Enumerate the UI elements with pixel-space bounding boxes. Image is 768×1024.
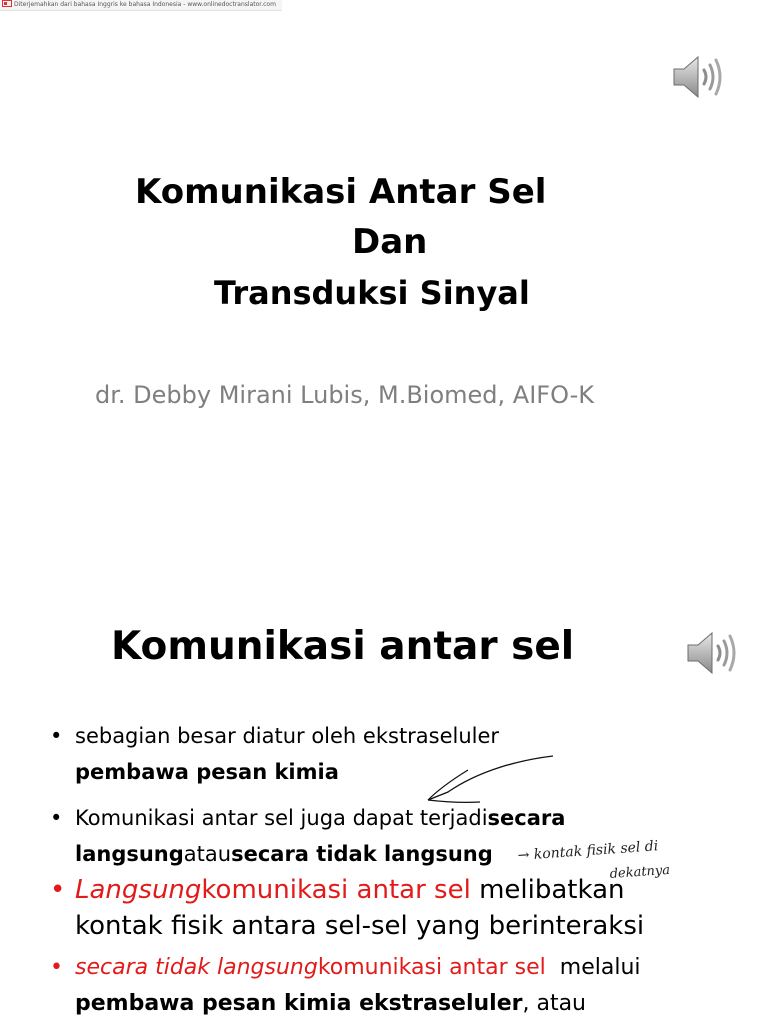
translator-banner[interactable] xyxy=(0,0,282,11)
translator-logo-icon xyxy=(2,0,12,7)
bullet-text-red-italic: secara tidak langsung xyxy=(75,955,318,980)
bullet-text: atau xyxy=(183,842,232,866)
bullet-text-bold: langsung xyxy=(75,842,184,866)
banner-text: Diterjemahkan dari bahasa Inggris ke bahasa Indonesia - www.onlinedoctranslator.com xyxy=(14,1,276,8)
slide1-title-line1: Komunikasi Antar Sel xyxy=(135,172,547,212)
bullet-text: , atau xyxy=(522,991,587,1016)
bullet-text-bold: pembawa pesan kimia ekstraseluler xyxy=(75,991,523,1016)
bullet-text: melalui xyxy=(559,955,641,980)
bullet-text-red: komunikasi antar sel xyxy=(201,875,471,905)
bullet-item xyxy=(50,718,750,790)
slide1-title-line2: Dan xyxy=(352,222,428,262)
bullet-text-bold: secara xyxy=(487,806,566,830)
bullet-dot: • xyxy=(50,806,63,830)
bullet-text: Komunikasi antar sel juga dapat terjadi xyxy=(75,806,488,830)
handwriting-line1: → kontak fisik sel di xyxy=(517,838,659,864)
bullet-text-red-italic: Langsung xyxy=(75,875,202,905)
bullet-text: sebagian besar diatur oleh ekstraseluler xyxy=(75,724,500,748)
slide2-heading: Komunikasi antar sel xyxy=(111,624,575,669)
handwriting-line2: dekatnya xyxy=(609,862,671,882)
slide1-author: dr. Debby Mirani Lubis, M.Biomed, AIFO-K xyxy=(95,381,595,409)
bullet-dot: • xyxy=(50,955,63,980)
slide1-title-line3: Transduksi Sinyal xyxy=(214,274,530,312)
bullet-text: melibatkan xyxy=(479,875,625,905)
speaker-icon[interactable] xyxy=(672,52,724,102)
bullet-text-bold: secara tidak langsung xyxy=(231,842,493,866)
handwritten-annotation xyxy=(514,838,754,888)
speaker-icon[interactable] xyxy=(686,628,738,678)
bullet-text-bold: pembawa pesan kimia xyxy=(75,760,339,784)
bullet-text: kontak fisik antara sel-sel yang berinteraksi xyxy=(75,911,645,941)
bullet-item xyxy=(50,950,750,1022)
bullet-text-red: komunikasi antar sel xyxy=(317,955,546,980)
bullet-dot: • xyxy=(50,875,66,905)
bullet-dot: • xyxy=(50,724,63,748)
